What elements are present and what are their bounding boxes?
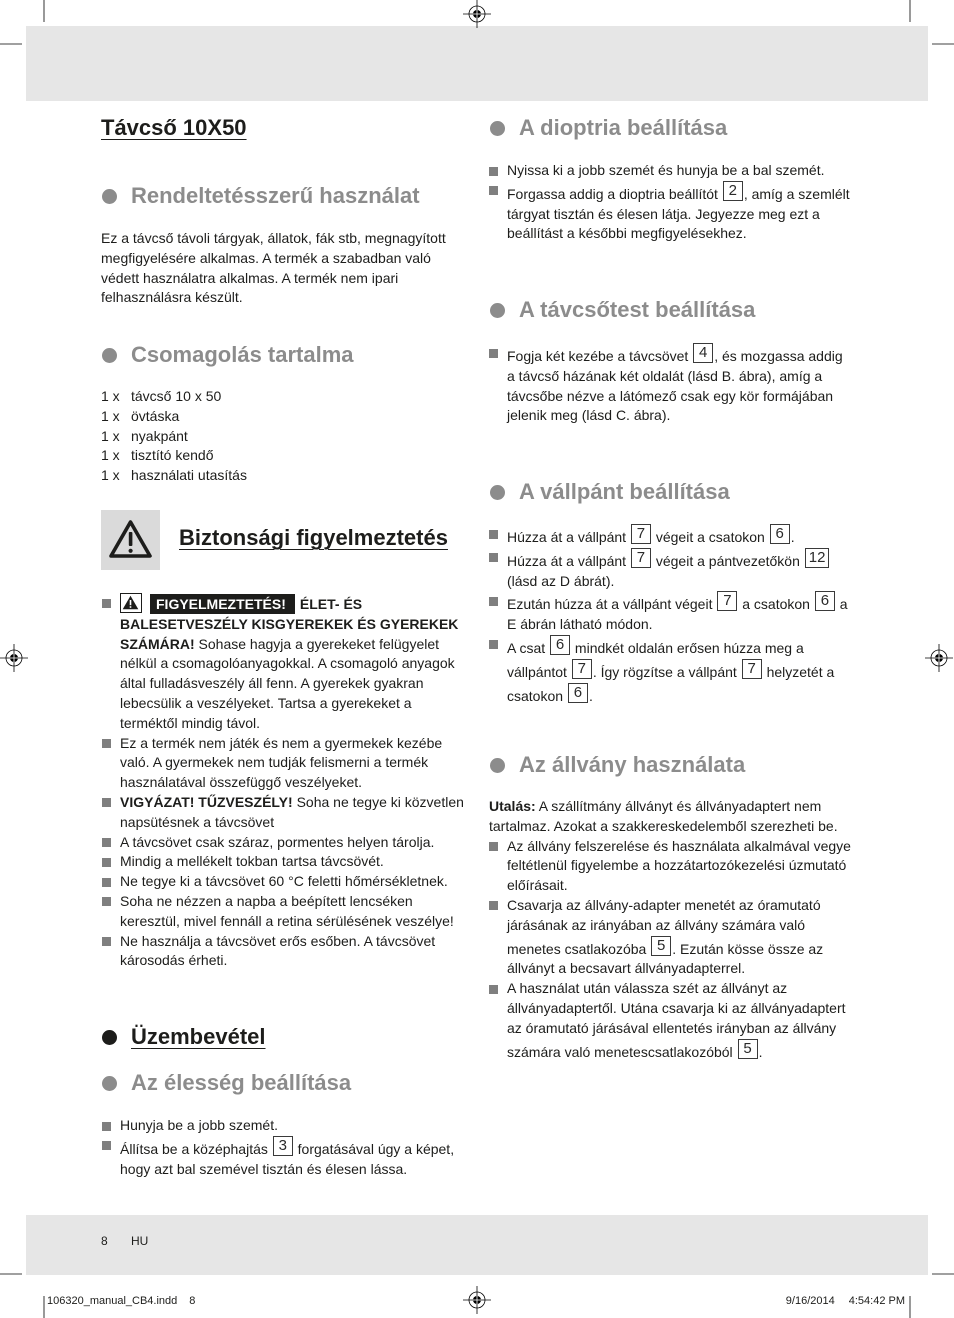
text-run: Nyissa ki a jobb szemét és hunyja be a bal szemét. — [507, 162, 825, 178]
list-item-text — [120, 932, 466, 972]
list-item — [101, 593, 466, 734]
text-run: A használat után válassza szét az állványt az állványadaptertől. Utána csavarja ki az állványadaptert az óramutató járásával ellentetés irányban az állvány számára való menetescsatlakozóból — [507, 980, 846, 1060]
list-item — [101, 1136, 466, 1180]
bullet-square — [489, 530, 498, 539]
text-run: helyzetét a csatokon — [507, 663, 835, 704]
registration-mark-left — [0, 644, 28, 672]
text-run: Húzza át a vállpánt — [507, 552, 630, 569]
registration-mark-top — [463, 0, 491, 28]
note-label: Utalás: — [489, 798, 536, 814]
part-number-box: 4 — [693, 343, 713, 363]
package-contents-list — [101, 387, 457, 486]
list-item-text — [507, 837, 852, 896]
text-run: Csavarja az állvány-adapter menetét az óramutató járásának az irányában az állvány számára való menetes csatlakozóba — [507, 896, 821, 957]
list-item — [489, 837, 852, 896]
focus-bullet-list — [101, 1116, 466, 1179]
package-item — [101, 446, 457, 466]
part-number-box: 5 — [651, 936, 671, 956]
bullet-square — [102, 599, 111, 608]
list-item — [101, 793, 466, 833]
package-item-qty: 1 x — [101, 447, 120, 464]
list-item — [101, 833, 466, 853]
list-item-text — [120, 593, 466, 734]
part-number-box: 7 — [572, 659, 592, 679]
slug-left — [47, 1294, 195, 1308]
text-run: Hunyja be a jobb szemét. — [120, 1117, 278, 1133]
heading-text: Üzembevétel — [131, 1024, 266, 1049]
slug-date: 9/16/2014 — [785, 1295, 835, 1307]
heading-safety-warnings — [179, 525, 448, 551]
list-item-text — [120, 1136, 466, 1180]
heading-package-contents — [102, 342, 354, 368]
text-run: Ezután húzza át a vállpánt végeit — [507, 596, 717, 613]
list-item — [101, 734, 466, 793]
part-number-box: 12 — [805, 548, 830, 568]
heading-bullet — [490, 485, 505, 500]
package-item-name: nyakpánt — [131, 427, 188, 444]
list-item-text — [507, 635, 852, 706]
warning-icon — [120, 593, 142, 613]
heading-text: Rendeltetésszerű használat — [131, 183, 420, 208]
text-run: , amíg a szemlélt tárgyat tisztán és élesen látja. Jegyezze meg ezt a beállítást a későbbi megfigyelésekhez. — [507, 185, 850, 242]
language-code: HU — [131, 1234, 149, 1248]
text-run: A csat — [507, 639, 550, 656]
text-run: forgatásával úgy a képet, hogy azt bal szemével tisztán és élesen lássa. — [120, 1140, 455, 1177]
safety-bullet-list — [101, 593, 466, 971]
text-run: a csatokon — [738, 596, 814, 613]
strap-bullet-list — [489, 524, 852, 706]
list-item — [101, 892, 466, 932]
list-item-text — [120, 872, 466, 892]
text-run: a E ábrán látható módon. — [507, 596, 848, 633]
list-item-text — [507, 979, 852, 1062]
text-run: Húzza át a vállpánt — [507, 529, 630, 545]
package-item-qty: 1 x — [101, 407, 120, 424]
heading-bullet — [102, 1076, 117, 1091]
text-run: , és mozgassa addig a távcső házának két oldalát (lásd B. ábra), amíg a távcsőbe nézve a látómező csak egy kör formájában jelenik meg (lásd C. ábra). — [507, 348, 843, 424]
tripod-section — [489, 797, 852, 1062]
text-run: végeit a pántvezetőkön — [651, 552, 804, 569]
heading-bullet — [490, 121, 505, 136]
text-run: . — [790, 529, 795, 545]
text-run: . Ezután kösse össze az állványt a becsavart állványadapterrel. — [507, 940, 824, 977]
body-bullet-list — [489, 343, 852, 426]
list-item-text — [507, 896, 852, 979]
heading-tripod-use — [490, 752, 745, 778]
package-item-name: távcső 10 x 50 — [131, 388, 222, 404]
bold-text: ÉLET- ÉS BALESETVESZÉLY KISGYEREKEK ÉS GYEREKEK SZÁMÁRA! — [120, 596, 459, 652]
slug-file: 106320_manual_CB4.indd — [47, 1295, 178, 1307]
list-item — [489, 161, 852, 181]
list-item — [101, 872, 466, 892]
heading-intended-use — [102, 183, 420, 209]
bold-text: VIGYÁZAT! TŰZVESZÉLY! — [120, 793, 293, 810]
page-number: 8 — [101, 1234, 108, 1248]
list-item-text — [120, 852, 466, 872]
tripod-note — [489, 797, 852, 837]
package-item — [101, 427, 457, 447]
list-item — [489, 635, 852, 706]
package-item-name: tisztító kendő — [131, 447, 214, 464]
footer-band — [26, 1215, 928, 1275]
heading-text: Biztonsági figyelmeztetés — [179, 525, 448, 550]
bullet-square — [102, 739, 111, 748]
text-run: (lásd az D ábrát). — [507, 572, 615, 589]
bullet-square — [489, 186, 498, 195]
package-item-qty: 1 x — [101, 388, 120, 404]
package-item-qty: 1 x — [101, 427, 120, 444]
list-item-text — [507, 548, 852, 592]
heading-diopter-adjustment — [490, 115, 727, 141]
heading-strap-adjustment — [490, 479, 730, 505]
bullet-square — [102, 798, 111, 807]
heading-body-adjustment — [490, 297, 755, 323]
list-item — [489, 181, 852, 244]
part-number-box: 6 — [550, 635, 570, 655]
list-item — [101, 932, 466, 972]
list-item-text — [507, 591, 852, 635]
bullet-square — [489, 349, 498, 358]
part-number-box: 7 — [631, 548, 651, 568]
text-run: Forgassa addig a dioptria beállítót — [507, 185, 722, 202]
list-item-text — [120, 793, 466, 833]
text-run: Soha ne nézzen a napba a beépített lencséken keresztül, mivel fennáll a retina sérülésének veszélye! — [120, 892, 454, 929]
list-item-text — [120, 892, 466, 932]
registration-mark-right — [925, 644, 953, 672]
heading-text: Az élesség beállítása — [131, 1070, 352, 1095]
package-item-qty: 1 x — [101, 467, 120, 484]
heading-bullet — [490, 303, 505, 318]
text-run: Ne használja a távcsövet erős esőben. A távcsövet károsodás érheti. — [120, 932, 436, 969]
part-number-box: 3 — [273, 1136, 293, 1156]
part-number-box: 2 — [723, 181, 743, 201]
package-item-name: használati utasítás — [131, 467, 247, 484]
part-number-box: 6 — [815, 591, 835, 611]
text-run: mindkét oldalán erősen húzza meg a vállpántot — [507, 639, 804, 680]
heading-text: A távcsőtest beállítása — [519, 297, 756, 322]
heading-text: Csomagolás tartalma — [131, 342, 354, 367]
registration-mark-bottom — [463, 1286, 491, 1314]
heading-focus-adjustment — [102, 1070, 351, 1096]
bullet-square — [489, 985, 498, 994]
text-run: Sohase hagyja a gyerekeket felügyelet nélkül a csomagolóanyagokkal. A csomagoló anyagok által fulladásveszély áll fenn. A gyerekek gyakran lebecsülik a veszélyeket. Tartsa a gyerekeket a terméktől mindig távol. — [120, 635, 455, 731]
slug-page: 8 — [189, 1295, 196, 1307]
heading-bullet — [102, 348, 117, 363]
list-item — [101, 1116, 466, 1136]
list-item-text — [507, 524, 852, 548]
bullet-square — [102, 858, 111, 867]
text-run: . — [758, 1043, 763, 1060]
text-run: . Így rögzítse a vállpánt — [592, 663, 741, 680]
package-item-name: övtáska — [131, 407, 180, 424]
bullet-square — [102, 897, 111, 906]
text-run: A távcsövet csak száraz, pormentes helyen tárolja. — [120, 833, 435, 850]
list-item-text — [120, 1116, 466, 1136]
text-run: . — [588, 687, 593, 704]
list-item — [489, 548, 852, 592]
header-band — [26, 26, 928, 101]
list-item-text — [507, 161, 852, 181]
page-title — [101, 115, 247, 141]
part-number-box: 6 — [770, 524, 790, 544]
heading-bullet — [102, 189, 117, 204]
list-item — [489, 591, 852, 635]
bullet-square — [102, 1122, 111, 1131]
text-run: végeit a csatokon — [651, 529, 769, 545]
bullet-square — [489, 553, 498, 562]
text-run: Soha ne tegye ki közvetlen napsütésnek a távcsövet — [120, 793, 464, 830]
tripod-bullet-list — [489, 837, 852, 1063]
note-text: A szállítmány állványt és állványadaptert nem tartalmaz. Azokat a szakkereskedelemből szerezheti be. — [489, 798, 838, 834]
list-item-text — [120, 734, 466, 793]
heading-text: Az állvány használata — [519, 752, 746, 777]
heading-operation — [102, 1024, 266, 1050]
list-item-text — [507, 181, 852, 244]
warning-triangle-icon — [101, 510, 160, 570]
warning-badge — [120, 596, 295, 612]
text-run: Állítsa be a középhajtás — [120, 1140, 272, 1157]
heading-text: A vállpánt beállítása — [519, 479, 730, 504]
page-title-text: Távcső 10X50 — [101, 115, 247, 140]
list-item — [101, 852, 466, 872]
bullet-square — [489, 167, 498, 176]
part-number-box: 7 — [742, 659, 762, 679]
heading-bullet — [102, 1030, 117, 1045]
bullet-square — [102, 878, 111, 887]
bullet-square — [489, 842, 498, 851]
list-item — [489, 524, 852, 548]
slug-time: 4:54:42 PM — [848, 1295, 905, 1307]
list-item — [489, 896, 852, 979]
intended-use-paragraph: Ez a távcső távoli tárgyak, állatok, fák stb, megnagyított megfigyelésére alkalmas. A termék a szabadban való védett használatra alkalmas. A termék nem ipari felhasználásra készült. — [101, 230, 446, 306]
text-run: Mindig a mellékelt tokban tartsa távcsövét. — [120, 853, 384, 870]
list-item — [489, 979, 852, 1062]
bullet-square — [489, 901, 498, 910]
warning-badge-label: FIGYELMEZTETÉS! — [150, 594, 295, 614]
package-item — [101, 387, 457, 407]
heading-text: A dioptria beállítása — [519, 115, 728, 140]
list-item — [489, 343, 852, 426]
list-item-text — [120, 833, 466, 853]
text-run: Fogja két kezébe a távcsövet — [507, 348, 693, 364]
bullet-square — [102, 937, 111, 946]
text-run: Ne tegye ki a távcsövet 60 °C feletti hőmérsékletnek. — [120, 873, 448, 890]
list-item-text — [507, 343, 852, 426]
text-run: Ez a termék nem játék és nem a gyermekek kezébe való. A gyermekek nem tudják felismerni a termék használatával összefüggő veszélyeket. — [120, 734, 443, 791]
bullet-square — [489, 597, 498, 606]
text-run: Az állvány felszerelése és használata alkalmával vegye feltétlenül figyelembe a hozzátartozókezelési úzmutató előírásait. — [507, 837, 851, 894]
part-number-box: 5 — [738, 1039, 758, 1059]
slug-right — [786, 1294, 905, 1308]
part-number-box: 6 — [568, 683, 588, 703]
part-number-box: 7 — [717, 591, 737, 611]
bullet-square — [102, 1141, 111, 1150]
package-item — [101, 407, 457, 427]
diopter-bullet-list — [489, 161, 852, 244]
part-number-box: 7 — [631, 524, 651, 544]
heading-bullet — [490, 758, 505, 773]
bullet-square — [489, 640, 498, 649]
package-item — [101, 466, 457, 486]
bullet-square — [102, 838, 111, 847]
